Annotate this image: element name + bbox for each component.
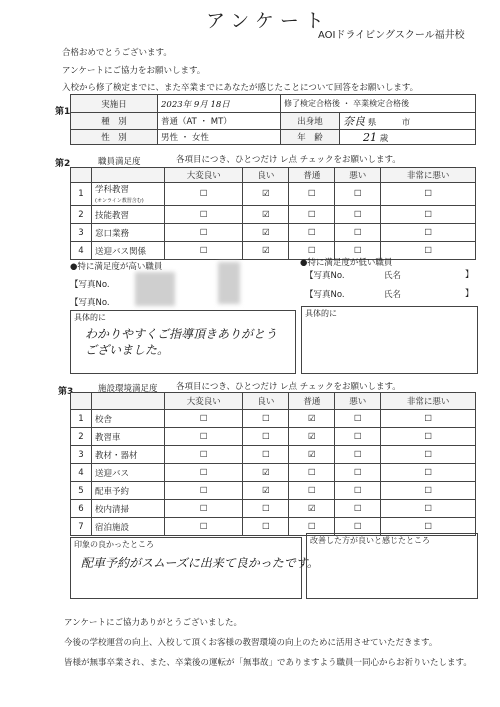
footer-line-1: アンケートにご協力ありがとうございました。	[64, 618, 242, 628]
row-label	[92, 183, 165, 206]
section-2-title: 職員満足度	[98, 157, 141, 167]
table-row	[71, 428, 476, 446]
bad-photo-no-1[interactable]: 【写真No.	[305, 271, 345, 281]
col-very-bad: 非常に悪い	[381, 393, 476, 410]
checkbox[interactable]: ☐	[381, 410, 476, 428]
checkbox[interactable]: ☑	[243, 206, 289, 224]
age-label: 年 齢	[281, 130, 340, 145]
checkbox[interactable]: ☑	[243, 242, 289, 260]
checkbox[interactable]: ☐	[165, 183, 243, 206]
checkbox[interactable]: ☐	[165, 464, 243, 482]
row-number: 4	[71, 242, 92, 260]
row-number: 3	[71, 224, 92, 242]
good-photo-no-2[interactable]: 【写真No.	[70, 298, 110, 308]
bad-name-label-2: 氏名	[384, 290, 402, 300]
section-3-mark: 第3	[58, 387, 74, 397]
bad-bracket-close-1: 】	[465, 270, 474, 280]
good-photo-no-1[interactable]: 【写真No.	[70, 280, 110, 290]
col-bad: 悪い	[335, 168, 381, 183]
redacted-staff-name	[218, 262, 240, 304]
school-name: AOIドライビングスクール福井校	[318, 30, 465, 41]
origin-label: 出身地	[281, 113, 340, 130]
row-label: 技能教習	[92, 206, 165, 224]
checkbox[interactable]: ☐	[381, 500, 476, 518]
row-number: 1	[71, 183, 92, 206]
checkbox[interactable]: ☐	[289, 183, 335, 206]
checkbox[interactable]: ☐	[381, 464, 476, 482]
row-number: 2	[71, 428, 92, 446]
bad-bracket-close-2: 】	[465, 289, 474, 299]
checkbox[interactable]: ☐	[381, 224, 476, 242]
good-staff-comment: わかりやすくご指導頂きありがとうございました。	[85, 327, 278, 357]
checkbox[interactable]: ☐	[165, 410, 243, 428]
row-label: 窓口業務	[92, 224, 165, 242]
table-row	[71, 242, 476, 260]
checkbox[interactable]: ☐	[335, 482, 381, 500]
checkbox[interactable]: ☐	[381, 206, 476, 224]
table-row	[71, 482, 476, 500]
checkbox[interactable]: ☐	[335, 500, 381, 518]
checkbox[interactable]: ☐	[335, 428, 381, 446]
row-label: 教材・器材	[92, 446, 165, 464]
checkbox[interactable]: ☐	[381, 428, 476, 446]
checkbox[interactable]: ☐	[381, 183, 476, 206]
bad-detail-label: 具体的に	[305, 309, 337, 318]
checkbox[interactable]: ☐	[335, 518, 381, 536]
checkbox[interactable]: ☐	[381, 518, 476, 536]
checkbox[interactable]: ☐	[381, 482, 476, 500]
col-bad: 悪い	[335, 393, 381, 410]
row-number: 7	[71, 518, 92, 536]
col-average: 普通	[289, 393, 335, 410]
improvement-box[interactable]	[306, 533, 478, 599]
intro-line-3: 入校から修了検定までに、また卒業までにあなたが感じたことについて回答をお願いします。	[62, 83, 419, 93]
row-label: 校舎	[92, 410, 165, 428]
good-detail-label: 具体的に	[74, 313, 106, 322]
type-label: 種 別	[71, 113, 158, 130]
checkbox[interactable]: ☑	[243, 482, 289, 500]
checkbox[interactable]: ☐	[289, 482, 335, 500]
checkbox[interactable]: ☐	[289, 464, 335, 482]
table-row	[71, 500, 476, 518]
form-title: アンケート	[206, 10, 330, 32]
checkbox[interactable]: ☐	[243, 410, 289, 428]
footer-line-3: 皆様が無事卒業され、また、卒業後の運転が「無事故」でありますよう職員一同心からお祈りいたします。	[64, 658, 472, 668]
section-1-mark: 第1	[55, 107, 71, 117]
checkbox[interactable]: ☑	[289, 410, 335, 428]
row-number: 2	[71, 206, 92, 224]
date-label: 実施日	[71, 95, 158, 113]
checkbox[interactable]: ☑	[289, 428, 335, 446]
checkbox[interactable]: ☐	[335, 206, 381, 224]
checkbox[interactable]: ☐	[165, 242, 243, 260]
gender-value[interactable]: 男性 ・ 女性	[158, 130, 281, 145]
row-label: 送迎バス関係	[92, 242, 165, 260]
col-very-good: 大変良い	[165, 168, 243, 183]
intro-line-1: 合格おめでとうございます。	[62, 48, 172, 58]
row-label: 送迎バス	[92, 464, 165, 482]
checkbox[interactable]: ☐	[165, 500, 243, 518]
checkbox[interactable]: ☐	[381, 242, 476, 260]
section-3-instruction: 各項目につき、ひとつだけ レ点 チェックをお願いします。	[176, 382, 401, 392]
checkbox[interactable]: ☐	[289, 518, 335, 536]
col-good: 良い	[243, 393, 289, 410]
checkbox[interactable]: ☑	[243, 224, 289, 242]
checkbox[interactable]: ☐	[243, 518, 289, 536]
checkbox[interactable]: ☐	[289, 224, 335, 242]
table-row	[71, 206, 476, 224]
col-very-bad: 非常に悪い	[381, 168, 476, 183]
checkbox[interactable]: ☐	[381, 446, 476, 464]
checkbox[interactable]: ☐	[335, 464, 381, 482]
row-number: 4	[71, 464, 92, 482]
checkbox[interactable]: ☐	[165, 482, 243, 500]
table-row	[71, 446, 476, 464]
origin-suffix: 県 市	[367, 118, 411, 128]
col-average: 普通	[289, 168, 335, 183]
section-3-title: 施設環境満足度	[98, 384, 158, 394]
checkbox[interactable]: ☐	[165, 518, 243, 536]
checkbox[interactable]: ☐	[335, 183, 381, 206]
checkbox[interactable]: ☐	[243, 500, 289, 518]
age-value: 21	[363, 130, 377, 144]
table-row	[71, 224, 476, 242]
checkbox[interactable]: ☐	[165, 446, 243, 464]
good-points-label: 印象の良かったところ	[74, 540, 154, 549]
checkbox[interactable]: ☐	[243, 446, 289, 464]
checkbox[interactable]: ☑	[289, 500, 335, 518]
good-points-box[interactable]	[70, 537, 319, 599]
good-staff-comment-box[interactable]	[70, 310, 296, 374]
checkbox[interactable]: ☐	[335, 410, 381, 428]
row-label: 宿泊施設	[92, 518, 165, 536]
good-points-comment: 配車予約がスムーズに出来て良かったです。	[81, 556, 319, 570]
checkbox[interactable]: ☐	[165, 224, 243, 242]
section-2-instruction: 各項目につき、ひとつだけ レ点 チェックをお願いします。	[176, 155, 401, 165]
table-row	[71, 464, 476, 482]
checkbox[interactable]: ☐	[243, 428, 289, 446]
bad-staff-title: ●特に満足度が低い職員	[300, 258, 393, 268]
age-suffix: 歳	[379, 133, 389, 144]
checkbox[interactable]: ☐	[165, 428, 243, 446]
section-2-mark: 第2	[55, 159, 71, 169]
checkbox[interactable]: ☑	[243, 464, 289, 482]
bad-name-label-1: 氏名	[384, 271, 402, 281]
checkbox[interactable]: ☑	[289, 446, 335, 464]
exam-stage[interactable]: 修了検定合格後 ・ 卒業検定合格後	[281, 95, 476, 113]
checkbox[interactable]: ☐	[165, 206, 243, 224]
type-value[interactable]: 普通（AT ・ MT）	[158, 113, 281, 130]
bad-staff-comment-box[interactable]	[301, 306, 478, 374]
col-very-good: 大変良い	[165, 393, 243, 410]
row-number: 3	[71, 446, 92, 464]
checkbox[interactable]: ☐	[289, 206, 335, 224]
intro-line-2: アンケートにご協力をお願いします。	[62, 66, 206, 76]
row-label: 教習車	[92, 428, 165, 446]
origin-value: 奈良	[343, 115, 365, 128]
good-staff-title: ●特に満足度が高い職員	[70, 262, 163, 272]
date-value[interactable]: 2023年 9月 18日	[158, 95, 281, 113]
footer-line-2: 今後の学校運営の向上、入校して頂くお客様の教習環境の向上のために活用させていただきます。	[64, 638, 438, 648]
checkbox[interactable]: ☐	[289, 242, 335, 260]
table-row	[71, 183, 476, 206]
facility-satisfaction-table	[70, 392, 476, 536]
staff-satisfaction-table	[70, 167, 476, 260]
checkbox[interactable]: ☐	[335, 242, 381, 260]
redacted-photo-number	[135, 272, 175, 306]
improvement-label: 改善した方が良いと感じたところ	[310, 536, 430, 545]
row-label: 配車予約	[92, 482, 165, 500]
row-number: 1	[71, 410, 92, 428]
age-cell[interactable]	[340, 130, 476, 145]
checkbox[interactable]: ☐	[335, 224, 381, 242]
origin-cell[interactable]	[340, 113, 476, 130]
row-sublabel: (オンライン教習含む)	[95, 198, 144, 204]
gender-label: 性 別	[71, 130, 158, 145]
checkbox[interactable]: ☑	[243, 183, 289, 206]
col-good: 良い	[243, 168, 289, 183]
row-number: 5	[71, 482, 92, 500]
checkbox[interactable]: ☐	[335, 446, 381, 464]
table-row	[71, 410, 476, 428]
basic-info-table	[70, 94, 476, 145]
bad-photo-no-2[interactable]: 【写真No.	[305, 290, 345, 300]
row-label-text: 学科教習	[95, 185, 130, 195]
row-label: 校内清掃	[92, 500, 165, 518]
row-number: 6	[71, 500, 92, 518]
